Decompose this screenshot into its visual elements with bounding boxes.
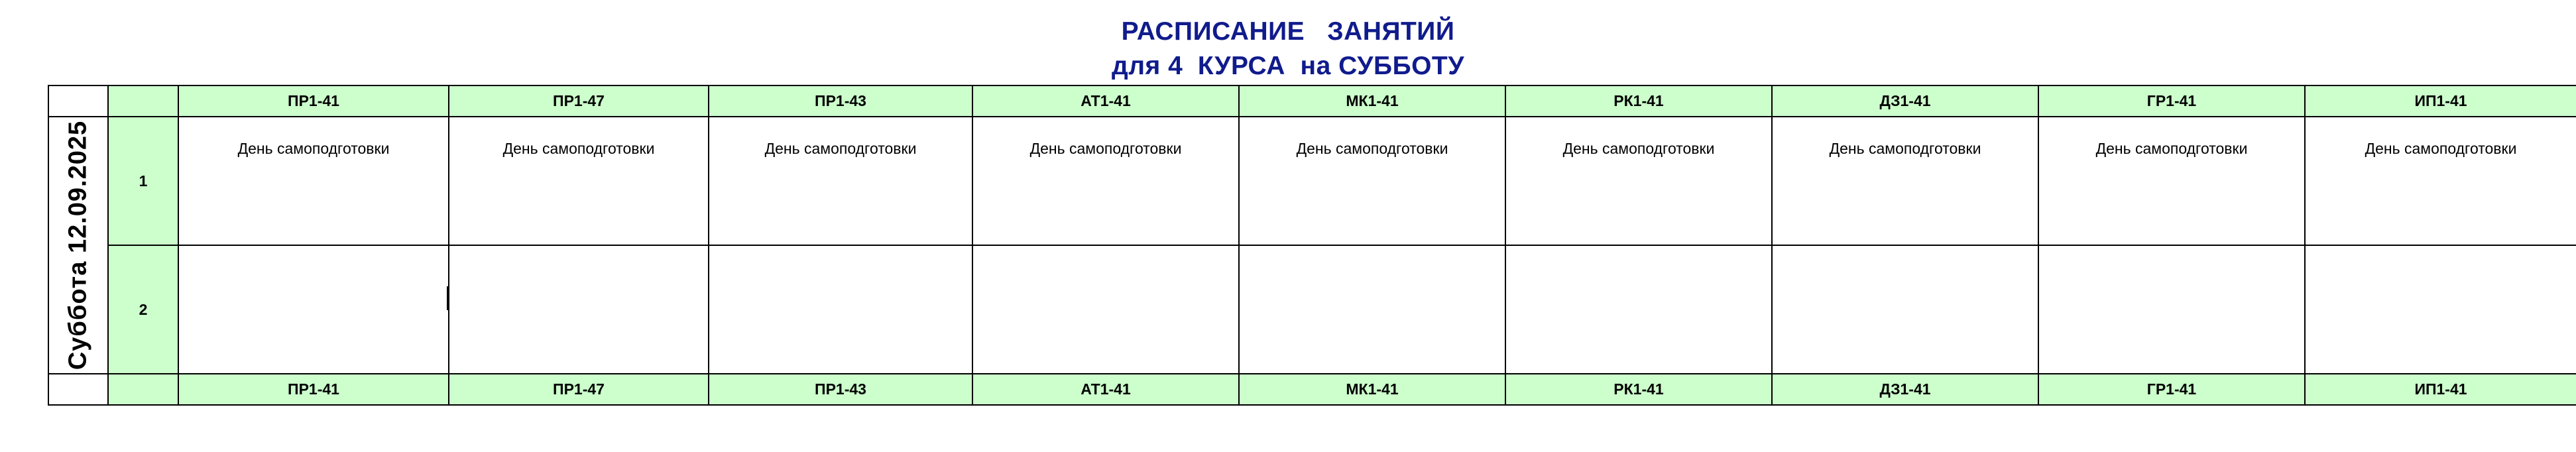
lesson-cell: [1772, 245, 2038, 374]
day-label: Суббота 12.09.2025: [64, 120, 92, 370]
lesson-cell: [1239, 245, 1505, 374]
group-footer: ПР1-43: [709, 374, 972, 405]
lesson-text: [2306, 246, 2576, 268]
schedule-title: [0, 15, 2576, 84]
header-corner-day: [48, 85, 108, 117]
lesson-text: [2039, 246, 2304, 268]
group-header: ДЗ1-41: [1772, 85, 2038, 117]
group-footer: ДЗ1-41: [1772, 374, 2038, 405]
lesson-cell: [2038, 117, 2305, 245]
group-header: АТ1-41: [972, 85, 1239, 117]
lesson-cell: [178, 117, 449, 245]
lesson-text: [179, 246, 448, 268]
lesson-text: День самоподготовки: [1029, 140, 1182, 157]
lesson-cell: [1505, 245, 1772, 374]
lesson-row-2: [48, 245, 2576, 374]
footer-row: [48, 374, 2576, 405]
group-header: РК1-41: [1505, 85, 1772, 117]
lesson-text: День самоподготовки: [2365, 140, 2517, 157]
lesson-text: [449, 246, 708, 268]
lesson-text: День самоподготовки: [502, 140, 655, 157]
lesson-cell: [972, 117, 1239, 245]
lesson-cell: [449, 117, 709, 245]
group-header: ПР1-41: [178, 85, 449, 117]
lesson-cell: [709, 245, 972, 374]
group-footer: МК1-41: [1239, 374, 1505, 405]
header-row: [48, 85, 2576, 117]
lesson-cell: [1772, 117, 2038, 245]
pair-number: 1: [108, 117, 178, 245]
lesson-cell: [972, 245, 1239, 374]
day-cell: [48, 117, 108, 374]
lesson-cell: [2305, 117, 2576, 245]
group-footer: ГР1-41: [2038, 374, 2305, 405]
lesson-text: День самоподготовки: [237, 140, 390, 157]
lesson-text: [1506, 246, 1771, 268]
lesson-text: День самоподготовки: [1562, 140, 1715, 157]
lesson-text: День самоподготовки: [2095, 140, 2248, 157]
lesson-cell: [1239, 117, 1505, 245]
group-footer: АТ1-41: [972, 374, 1239, 405]
lesson-text: [709, 246, 972, 268]
group-footer: ПР1-41: [178, 374, 449, 405]
group-header: ПР1-47: [449, 85, 709, 117]
group-header: ИП1-41: [2305, 85, 2576, 117]
text-cursor: [447, 286, 449, 310]
lesson-text: [1773, 246, 2038, 268]
group-footer: ИП1-41: [2305, 374, 2576, 405]
lesson-text: День самоподготовки: [1296, 140, 1448, 157]
group-header: ГР1-41: [2038, 85, 2305, 117]
lesson-text: День самоподготовки: [764, 140, 917, 157]
lesson-cell: [1505, 117, 1772, 245]
group-header: ПР1-43: [709, 85, 972, 117]
lesson-cell: [709, 117, 972, 245]
group-footer: РК1-41: [1505, 374, 1772, 405]
footer-corner-pair: [108, 374, 178, 405]
footer-corner-day: [48, 374, 108, 405]
header-corner-pair: [108, 85, 178, 117]
schedule-table: [48, 85, 2576, 406]
lesson-text: [973, 246, 1238, 268]
lesson-cell: [2305, 245, 2576, 374]
lesson-row-1: [48, 117, 2576, 245]
lesson-text: [1240, 246, 1505, 268]
title-line-1: РАСПИСАНИЕ ЗАНЯТИЙ: [1121, 17, 1455, 46]
group-header: МК1-41: [1239, 85, 1505, 117]
lesson-cell: [2038, 245, 2305, 374]
lesson-cell: [449, 245, 709, 374]
lesson-text: День самоподготовки: [1829, 140, 1981, 157]
pair-number: 2: [108, 245, 178, 374]
title-line-2: для 4 КУРСА на СУББОТУ: [1111, 52, 1465, 80]
group-footer: ПР1-47: [449, 374, 709, 405]
lesson-cell: [178, 245, 449, 374]
